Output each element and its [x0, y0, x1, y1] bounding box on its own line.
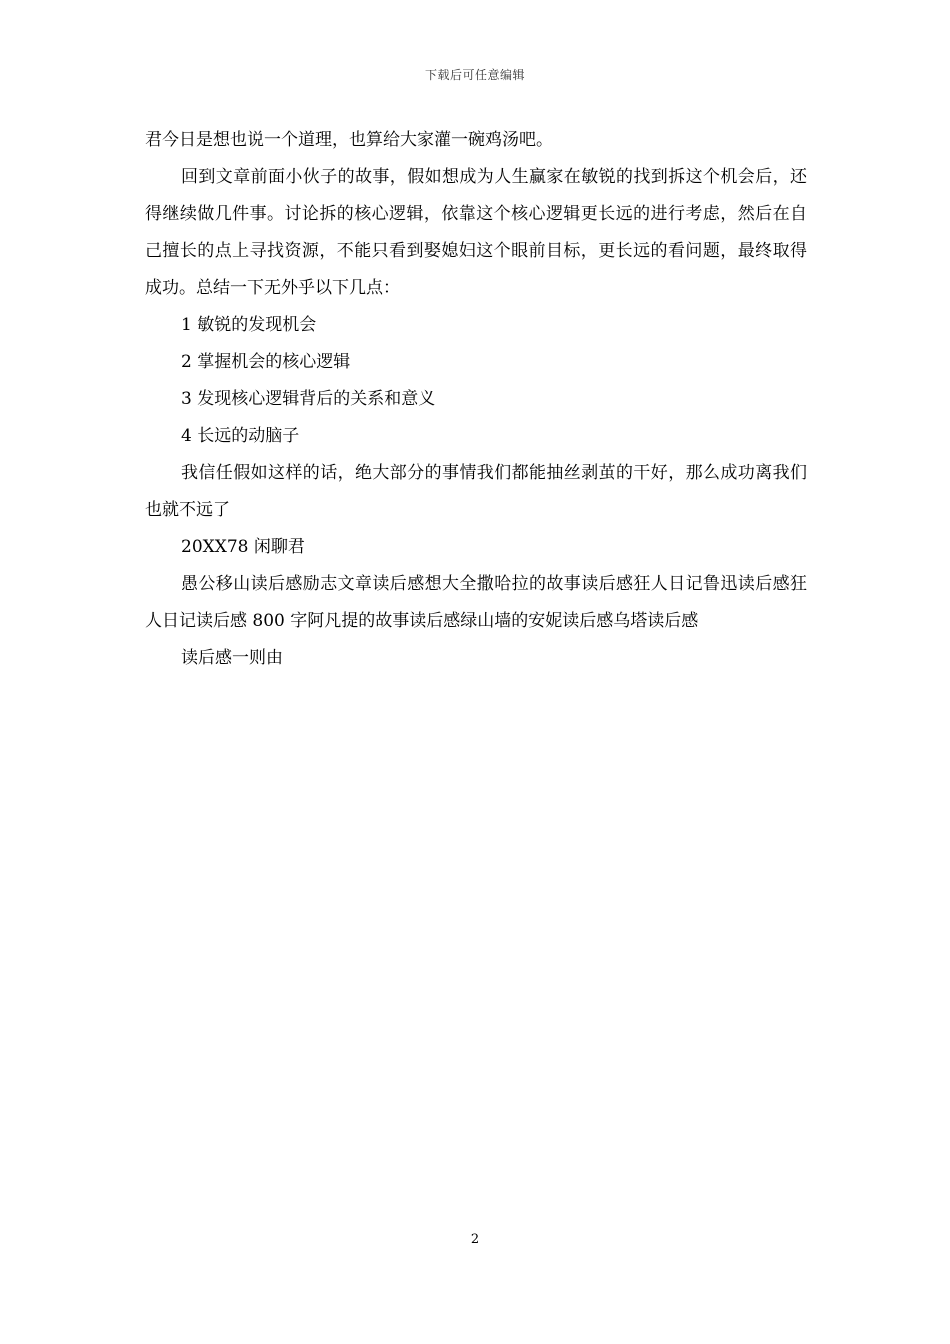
document-body — [145, 122, 807, 677]
list-item-4: 4 长远的动脑子 — [181, 426, 300, 446]
paragraph-related-articles: 愚公移山读后感励志文章读后感想大全撒哈拉的故事读后感狂人日记鲁迅读后感狂人日记读后感 800 字阿凡提的故事读后感绿山墙的安妮读后感乌塔读后感 — [145, 574, 807, 631]
list-item-1: 1 敏锐的发现机会 — [181, 315, 317, 335]
paragraph-trailing: 读后感一则由 — [181, 648, 283, 668]
list-item-3: 3 发现核心逻辑背后的关系和意义 — [181, 389, 436, 409]
paragraph-signature: 20XX78 闲聊君 — [181, 537, 305, 557]
page-header: 下载后可任意编辑 — [424, 68, 525, 82]
paragraph-intro-end: 君今日是想也说一个道理，也算给大家灌一碗鸡汤吧。 — [145, 130, 553, 150]
page-number: 2 — [470, 1232, 480, 1247]
list-item-2: 2 掌握机会的核心逻辑 — [181, 352, 351, 372]
paragraph-story: 回到文章前面小伙子的故事，假如想成为人生赢家在敏锐的找到拆这个机会后，还得继续做几件事。讨论拆的核心逻辑，依靠这个核心逻辑更长远的进行考虑，然后在自己擅长的点上寻找资源，不能只看到娶媳妇这个眼前目标，更长远的看问题，最终取得成功。总结一下无外乎以下几点： — [145, 167, 807, 298]
paragraph-conclusion: 我信任假如这样的话，绝大部分的事情我们都能抽丝剥茧的干好，那么成功离我们也就不远了 — [145, 463, 807, 520]
